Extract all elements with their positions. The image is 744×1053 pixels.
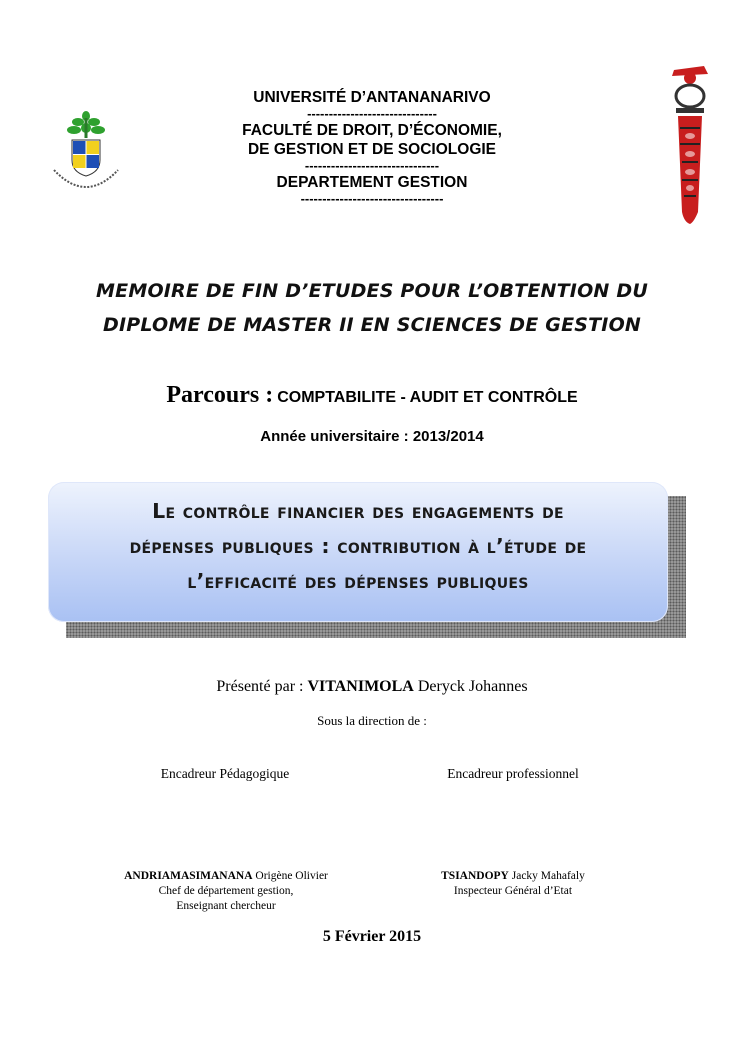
supervisor-right-surname: TSIANDOPY	[441, 870, 509, 882]
faculty-totem-logo	[664, 62, 714, 226]
institution-header	[150, 88, 594, 206]
university-name: UNIVERSITÉ D’ANTANANARIVO	[253, 89, 491, 106]
parcours-label: Parcours :	[166, 382, 274, 408]
supervisor-right-given: Jacky Mahafaly	[511, 870, 585, 882]
memoire-title	[60, 274, 684, 342]
memoire-line1: MEMOIRE DE FIN D’ETUDES POUR L’OBTENTION DU	[96, 280, 648, 302]
parcours-value: COMPTABILITE - AUDIT ET CONTRÔLE	[277, 389, 578, 406]
faculty-name-line2: DE GESTION ET DE SOCIOLOGIE	[247, 141, 497, 158]
thesis-title-line1: Le contrôle financier des engagements de	[152, 499, 564, 523]
encadreur-pedagogique-label: Encadreur Pédagogique	[160, 766, 290, 781]
separator: ------------------------------	[307, 106, 437, 121]
thesis-title-line2: dépenses publiques : contribution à l’étude de	[129, 534, 587, 558]
thesis-title-line3: l’efficacité des dépenses publiques	[187, 569, 529, 593]
supervisor-left-surname: ANDRIAMASIMANANA	[124, 870, 253, 882]
submission-date: 5 Février 2015	[322, 928, 422, 945]
encadreur-professionnel-label: Encadreur professionnel	[447, 766, 579, 781]
presenter-given-name: Deryck Johannes	[417, 678, 528, 695]
parcours-line	[100, 382, 644, 409]
presenter-surname: VITANIMOLA	[307, 678, 414, 695]
presenter-prefix: Présenté par :	[216, 678, 304, 695]
presenter-line	[100, 678, 644, 696]
department-name: DEPARTEMENT GESTION	[276, 174, 468, 191]
separator: ---------------------------------	[300, 191, 444, 206]
supervisor-left-given: Origène Olivier	[255, 870, 328, 882]
supervisor-left-role1: Chef de département gestion,	[158, 885, 294, 897]
separator: -------------------------------	[304, 158, 440, 173]
supervisor-left-role2: Enseignant chercheur	[176, 900, 276, 912]
supervisor-right	[383, 869, 643, 899]
university-seal-logo	[48, 108, 128, 198]
supervisor-left	[96, 869, 356, 914]
direction-label: Sous la direction de :	[317, 713, 427, 728]
thesis-title	[48, 494, 668, 599]
faculty-name-line1: FACULTÉ DE DROIT, D’ÉCONOMIE,	[242, 122, 502, 139]
memoire-line2: DIPLOME DE MASTER II EN SCIENCES DE GESTION	[102, 314, 642, 336]
supervisor-right-role1: Inspecteur Général d’Etat	[453, 885, 573, 897]
academic-year: Année universitaire : 2013/2014	[260, 428, 484, 445]
